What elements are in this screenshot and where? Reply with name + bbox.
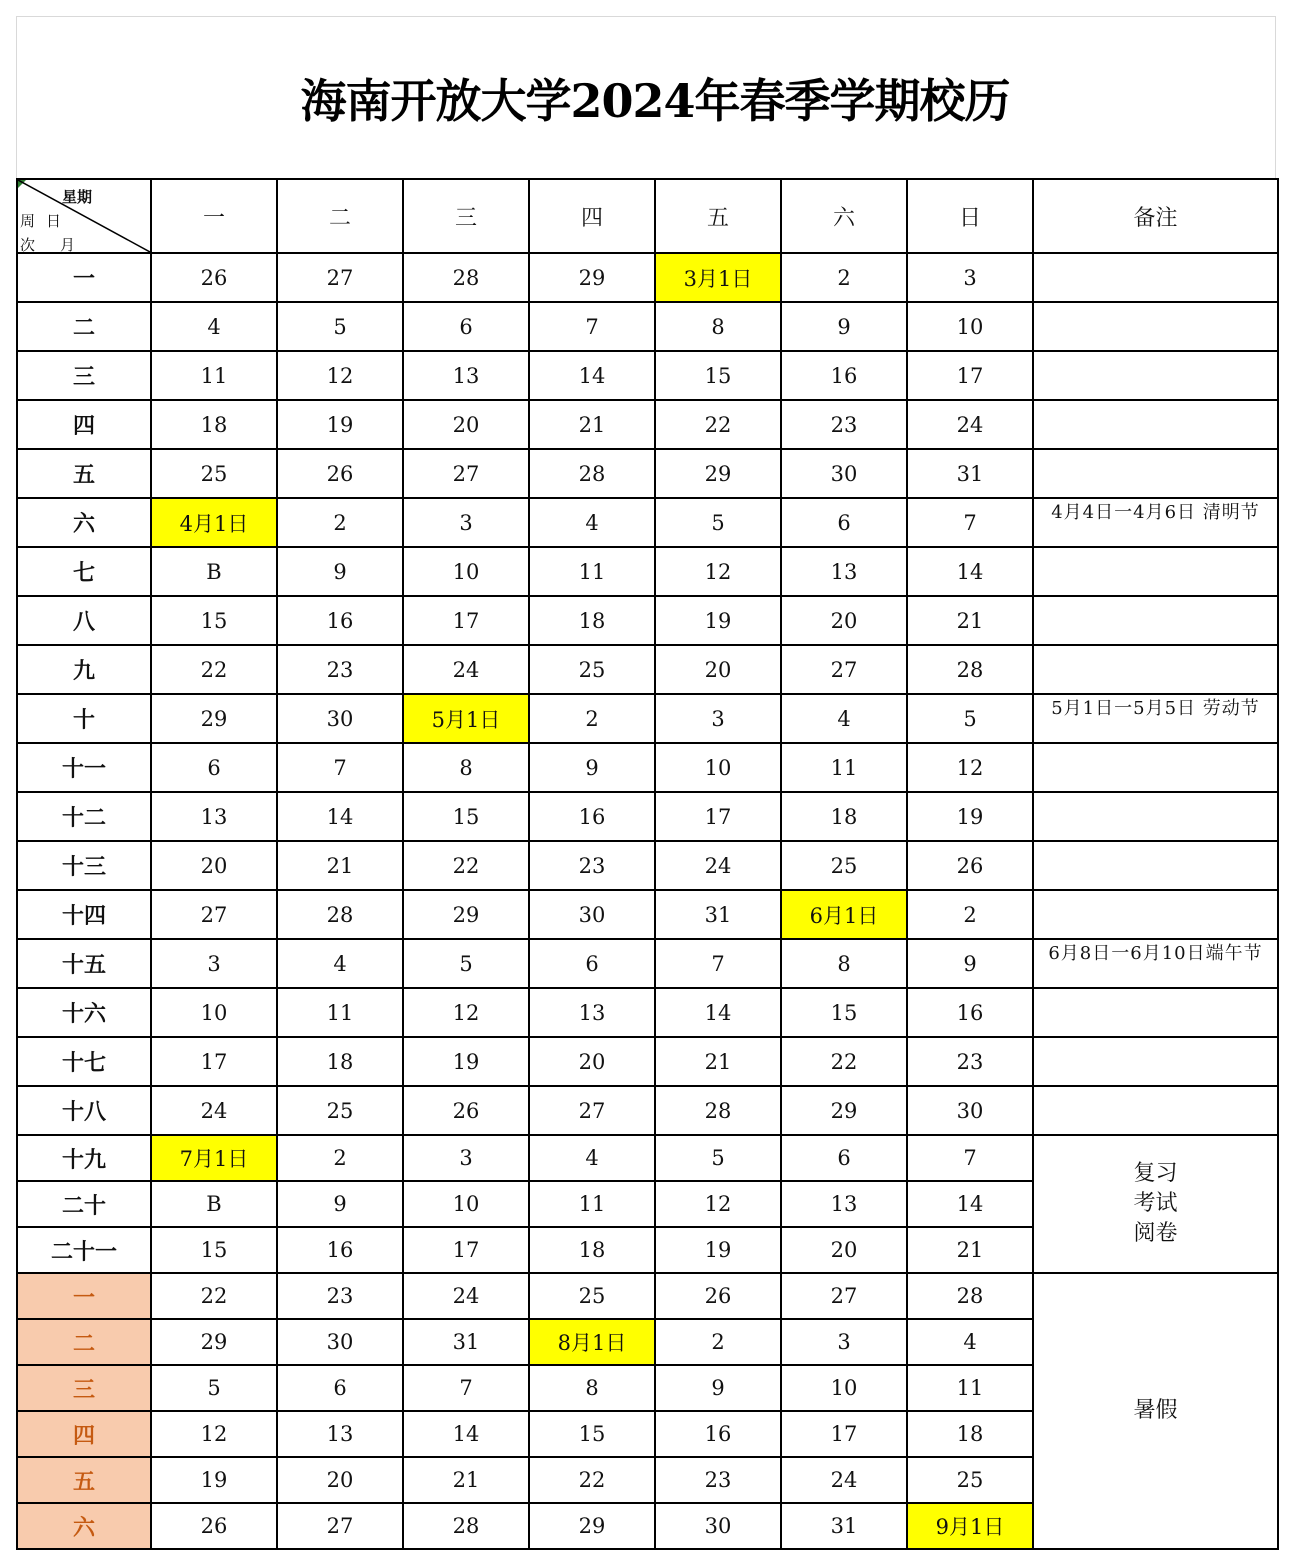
date-cell: 30 [907, 1086, 1033, 1135]
date-cell: 3 [403, 498, 529, 547]
week-number-cell: 十七 [17, 1037, 151, 1086]
date-cell: 25 [529, 1273, 655, 1319]
header-day-sat: 六 [781, 179, 907, 253]
date-cell: 4 [529, 1135, 655, 1181]
date-cell: 20 [529, 1037, 655, 1086]
week-number-cell: 二十一 [17, 1227, 151, 1273]
date-cell: 29 [403, 890, 529, 939]
note-cell [1033, 1086, 1278, 1135]
date-cell: 13 [403, 351, 529, 400]
date-cell: 19 [655, 1227, 781, 1273]
corner-cell [17, 179, 151, 253]
date-cell: 15 [403, 792, 529, 841]
corner-zhou: 周 [20, 212, 36, 230]
date-cell: 26 [151, 1503, 277, 1549]
date-cell: 10 [403, 1181, 529, 1227]
table-row [17, 449, 1278, 498]
week-number-cell: 十六 [17, 988, 151, 1037]
date-cell: 11 [529, 1181, 655, 1227]
date-cell: 29 [529, 253, 655, 302]
date-cell: 27 [781, 645, 907, 694]
date-cell: 16 [907, 988, 1033, 1037]
date-cell: 27 [529, 1086, 655, 1135]
month-start-cell: 4月1日 [151, 498, 277, 547]
date-cell: 3 [151, 939, 277, 988]
note-cell [1033, 449, 1278, 498]
date-cell: 14 [529, 351, 655, 400]
table-row [17, 841, 1278, 890]
corner-yue: 月 [60, 236, 76, 253]
date-cell: 22 [403, 841, 529, 890]
date-cell: 6 [403, 302, 529, 351]
date-cell: 13 [781, 547, 907, 596]
month-start-cell: 6月1日 [781, 890, 907, 939]
date-cell: 3 [655, 694, 781, 743]
date-cell: 12 [151, 1411, 277, 1457]
date-cell: 19 [277, 400, 403, 449]
week-number-cell: 十一 [17, 743, 151, 792]
date-cell: 28 [907, 1273, 1033, 1319]
date-cell: 25 [277, 1086, 403, 1135]
date-cell: B [151, 1181, 277, 1227]
date-cell: 21 [655, 1037, 781, 1086]
date-cell: 25 [151, 449, 277, 498]
table-row [17, 694, 1278, 743]
date-cell: 15 [781, 988, 907, 1037]
date-cell: 28 [655, 1086, 781, 1135]
date-cell: 4 [529, 498, 655, 547]
date-cell: 7 [403, 1365, 529, 1411]
date-cell: 2 [655, 1319, 781, 1365]
date-cell: 4 [781, 694, 907, 743]
week-number-cell: 三 [17, 351, 151, 400]
date-cell: 31 [403, 1319, 529, 1365]
date-cell: 22 [151, 1273, 277, 1319]
header-day-thu: 四 [529, 179, 655, 253]
date-cell: 2 [529, 694, 655, 743]
exam-note-line: 复习 [1133, 1161, 1178, 1186]
date-cell: 4 [277, 939, 403, 988]
table-row [17, 351, 1278, 400]
month-start-cell: 8月1日 [529, 1319, 655, 1365]
date-cell: 7 [277, 743, 403, 792]
date-cell: 9 [529, 743, 655, 792]
date-cell: 17 [781, 1411, 907, 1457]
date-cell: 14 [907, 547, 1033, 596]
date-cell: 10 [655, 743, 781, 792]
date-cell: 6 [781, 1135, 907, 1181]
date-cell: 2 [277, 1135, 403, 1181]
date-cell: 4 [907, 1319, 1033, 1365]
date-cell: 28 [277, 890, 403, 939]
date-cell: B [151, 547, 277, 596]
week-number-cell: 二 [17, 302, 151, 351]
title-area [16, 16, 1276, 178]
date-cell: 9 [907, 939, 1033, 988]
date-cell: 30 [529, 890, 655, 939]
date-cell: 8 [403, 743, 529, 792]
week-number-cell: 十 [17, 694, 151, 743]
date-cell: 31 [781, 1503, 907, 1549]
week-number-cell: 一 [17, 253, 151, 302]
summer-note-cell: 暑假 [1033, 1273, 1278, 1549]
note-cell: 4月4日一4月6日 清明节 [1033, 498, 1278, 547]
date-cell: 5 [655, 1135, 781, 1181]
week-number-cell: 十四 [17, 890, 151, 939]
date-cell: 22 [655, 400, 781, 449]
week-number-cell: 三 [17, 1365, 151, 1411]
month-start-cell: 9月1日 [907, 1503, 1033, 1549]
date-cell: 13 [277, 1411, 403, 1457]
month-start-cell: 5月1日 [403, 694, 529, 743]
date-cell: 28 [907, 645, 1033, 694]
date-cell: 24 [655, 841, 781, 890]
header-day-tue: 二 [277, 179, 403, 253]
table-row [17, 400, 1278, 449]
calendar-table [16, 178, 1279, 1550]
date-cell: 16 [277, 596, 403, 645]
date-cell: 11 [277, 988, 403, 1037]
date-cell: 25 [529, 645, 655, 694]
note-cell [1033, 890, 1278, 939]
date-cell: 14 [655, 988, 781, 1037]
date-cell: 3 [907, 253, 1033, 302]
date-cell: 26 [907, 841, 1033, 890]
date-cell: 9 [277, 547, 403, 596]
date-cell: 20 [151, 841, 277, 890]
date-cell: 18 [151, 400, 277, 449]
date-cell: 3 [403, 1135, 529, 1181]
date-cell: 27 [277, 1503, 403, 1549]
week-number-cell: 八 [17, 596, 151, 645]
date-cell: 5 [403, 939, 529, 988]
date-cell: 30 [277, 694, 403, 743]
table-row [17, 302, 1278, 351]
date-cell: 11 [529, 547, 655, 596]
date-cell: 12 [277, 351, 403, 400]
date-cell: 12 [655, 1181, 781, 1227]
date-cell: 8 [529, 1365, 655, 1411]
note-cell [1033, 645, 1278, 694]
date-cell: 13 [151, 792, 277, 841]
week-number-cell: 四 [17, 400, 151, 449]
header-day-mon: 一 [151, 179, 277, 253]
date-cell: 20 [781, 596, 907, 645]
date-cell: 15 [151, 1227, 277, 1273]
header-note: 备注 [1033, 179, 1278, 253]
date-cell: 30 [277, 1319, 403, 1365]
date-cell: 29 [781, 1086, 907, 1135]
week-number-cell: 二十 [17, 1181, 151, 1227]
date-cell: 18 [277, 1037, 403, 1086]
week-number-cell: 七 [17, 547, 151, 596]
corner-ri: 日 [46, 212, 62, 230]
date-cell: 23 [277, 1273, 403, 1319]
date-cell: 12 [403, 988, 529, 1037]
date-cell: 15 [529, 1411, 655, 1457]
date-cell: 9 [781, 302, 907, 351]
week-number-cell: 十八 [17, 1086, 151, 1135]
calendar-sheet [16, 16, 1276, 1552]
date-cell: 29 [151, 1319, 277, 1365]
note-cell [1033, 1037, 1278, 1086]
date-cell: 8 [655, 302, 781, 351]
date-cell: 2 [907, 890, 1033, 939]
week-number-cell: 六 [17, 1503, 151, 1549]
date-cell: 7 [529, 302, 655, 351]
date-cell: 10 [907, 302, 1033, 351]
table-row [17, 988, 1278, 1037]
date-cell: 2 [781, 253, 907, 302]
week-number-cell: 五 [17, 449, 151, 498]
page-title: 海南开放大学2024年春季学期校历 [300, 73, 1010, 128]
date-cell: 30 [781, 449, 907, 498]
week-number-cell: 一 [17, 1273, 151, 1319]
date-cell: 24 [151, 1086, 277, 1135]
date-cell: 14 [907, 1181, 1033, 1227]
note-cell [1033, 743, 1278, 792]
date-cell: 16 [277, 1227, 403, 1273]
week-number-cell: 二 [17, 1319, 151, 1365]
date-cell: 14 [403, 1411, 529, 1457]
date-cell: 23 [655, 1457, 781, 1503]
date-cell: 18 [529, 596, 655, 645]
exam-note-line: 阅卷 [1133, 1221, 1178, 1246]
date-cell: 20 [277, 1457, 403, 1503]
date-cell: 17 [655, 792, 781, 841]
date-cell: 15 [655, 351, 781, 400]
date-cell: 2 [277, 498, 403, 547]
date-cell: 23 [277, 645, 403, 694]
date-cell: 17 [403, 596, 529, 645]
date-cell: 19 [655, 596, 781, 645]
date-cell: 10 [781, 1365, 907, 1411]
date-cell: 5 [151, 1365, 277, 1411]
note-cell: 5月1日一5月5日 劳动节 [1033, 694, 1278, 743]
table-row [17, 498, 1278, 547]
date-cell: 25 [907, 1457, 1033, 1503]
header-day-wed: 三 [403, 179, 529, 253]
date-cell: 24 [781, 1457, 907, 1503]
date-cell: 16 [529, 792, 655, 841]
month-start-cell: 7月1日 [151, 1135, 277, 1181]
date-cell: 26 [277, 449, 403, 498]
date-cell: 11 [781, 743, 907, 792]
table-row [17, 547, 1278, 596]
date-cell: 10 [403, 547, 529, 596]
date-cell: 29 [151, 694, 277, 743]
date-cell: 21 [403, 1457, 529, 1503]
date-cell: 28 [403, 253, 529, 302]
week-number-cell: 六 [17, 498, 151, 547]
date-cell: 21 [277, 841, 403, 890]
date-cell: 23 [529, 841, 655, 890]
date-cell: 17 [151, 1037, 277, 1086]
date-cell: 7 [907, 498, 1033, 547]
date-cell: 4 [151, 302, 277, 351]
date-cell: 10 [151, 988, 277, 1037]
table-row [17, 939, 1278, 988]
date-cell: 7 [907, 1135, 1033, 1181]
table-row [17, 792, 1278, 841]
table-row [17, 253, 1278, 302]
corner-week-label: 星期 [62, 188, 93, 206]
date-cell: 17 [403, 1227, 529, 1273]
table-row [17, 596, 1278, 645]
week-number-cell: 九 [17, 645, 151, 694]
date-cell: 8 [781, 939, 907, 988]
date-cell: 6 [151, 743, 277, 792]
date-cell: 21 [907, 1227, 1033, 1273]
date-cell: 6 [781, 498, 907, 547]
table-row [17, 1135, 1278, 1181]
date-cell: 29 [655, 449, 781, 498]
date-cell: 17 [907, 351, 1033, 400]
date-cell: 27 [277, 253, 403, 302]
table-row [17, 1086, 1278, 1135]
date-cell: 18 [529, 1227, 655, 1273]
date-cell: 15 [151, 596, 277, 645]
date-cell: 3 [781, 1319, 907, 1365]
corner-ci: 次 [20, 236, 36, 253]
header-row [17, 179, 1278, 253]
date-cell: 12 [655, 547, 781, 596]
week-number-cell: 十三 [17, 841, 151, 890]
date-cell: 24 [403, 1273, 529, 1319]
note-cell [1033, 351, 1278, 400]
table-row [17, 1273, 1278, 1319]
date-cell: 18 [781, 792, 907, 841]
date-cell: 16 [655, 1411, 781, 1457]
date-cell: 21 [529, 400, 655, 449]
date-cell: 18 [907, 1411, 1033, 1457]
date-cell: 11 [907, 1365, 1033, 1411]
date-cell: 9 [277, 1181, 403, 1227]
note-cell [1033, 596, 1278, 645]
date-cell: 6 [529, 939, 655, 988]
note-cell [1033, 400, 1278, 449]
date-cell: 27 [151, 890, 277, 939]
date-cell: 5 [277, 302, 403, 351]
table-row [17, 890, 1278, 939]
date-cell: 30 [655, 1503, 781, 1549]
note-cell [1033, 547, 1278, 596]
date-cell: 23 [781, 400, 907, 449]
date-cell: 19 [907, 792, 1033, 841]
date-cell: 24 [907, 400, 1033, 449]
date-cell: 31 [907, 449, 1033, 498]
exam-note-cell [1033, 1135, 1278, 1273]
date-cell: 7 [655, 939, 781, 988]
week-number-cell: 五 [17, 1457, 151, 1503]
header-day-fri: 五 [655, 179, 781, 253]
header-day-sun: 日 [907, 179, 1033, 253]
date-cell: 26 [655, 1273, 781, 1319]
date-cell: 22 [781, 1037, 907, 1086]
week-number-cell: 十二 [17, 792, 151, 841]
date-cell: 29 [529, 1503, 655, 1549]
date-cell: 27 [781, 1273, 907, 1319]
date-cell: 19 [151, 1457, 277, 1503]
date-cell: 11 [151, 351, 277, 400]
exam-note-line: 考试 [1133, 1191, 1178, 1216]
date-cell: 23 [907, 1037, 1033, 1086]
date-cell: 20 [781, 1227, 907, 1273]
note-cell: 6月8日一6月10日端午节 [1033, 939, 1278, 988]
date-cell: 22 [151, 645, 277, 694]
table-row [17, 645, 1278, 694]
note-cell [1033, 253, 1278, 302]
date-cell: 28 [529, 449, 655, 498]
date-cell: 27 [403, 449, 529, 498]
date-cell: 20 [403, 400, 529, 449]
date-cell: 24 [403, 645, 529, 694]
table-row [17, 1037, 1278, 1086]
date-cell: 31 [655, 890, 781, 939]
date-cell: 19 [403, 1037, 529, 1086]
note-cell [1033, 988, 1278, 1037]
date-cell: 13 [529, 988, 655, 1037]
week-number-cell: 四 [17, 1411, 151, 1457]
date-cell: 6 [277, 1365, 403, 1411]
note-cell [1033, 792, 1278, 841]
date-cell: 20 [655, 645, 781, 694]
date-cell: 5 [655, 498, 781, 547]
date-cell: 14 [277, 792, 403, 841]
date-cell: 5 [907, 694, 1033, 743]
date-cell: 25 [781, 841, 907, 890]
week-number-cell: 十九 [17, 1135, 151, 1181]
date-cell: 22 [529, 1457, 655, 1503]
date-cell: 9 [655, 1365, 781, 1411]
table-row [17, 743, 1278, 792]
week-number-cell: 十五 [17, 939, 151, 988]
date-cell: 12 [907, 743, 1033, 792]
date-cell: 13 [781, 1181, 907, 1227]
date-cell: 21 [907, 596, 1033, 645]
note-cell [1033, 841, 1278, 890]
date-cell: 26 [403, 1086, 529, 1135]
note-cell [1033, 302, 1278, 351]
month-start-cell: 3月1日 [655, 253, 781, 302]
date-cell: 28 [403, 1503, 529, 1549]
date-cell: 16 [781, 351, 907, 400]
date-cell: 26 [151, 253, 277, 302]
